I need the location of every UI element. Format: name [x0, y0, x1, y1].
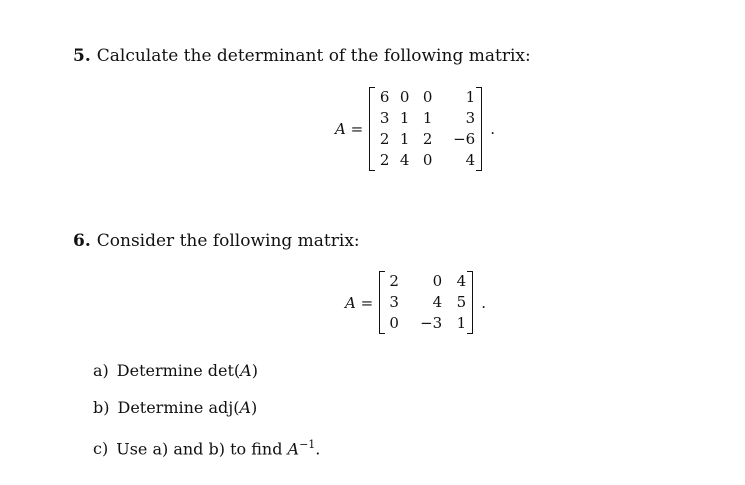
- matrix-row: [386, 292, 466, 313]
- equals-sign: =: [345, 120, 364, 138]
- matrix-entry: 3: [379, 109, 390, 127]
- part-label: c): [93, 439, 109, 459]
- matrix-entry: 2: [389, 272, 399, 290]
- matrix-entry: −3: [420, 314, 443, 332]
- matrix-entry: 3: [389, 293, 399, 311]
- matrix-variable: A: [239, 398, 252, 417]
- matrix-row: [386, 271, 466, 292]
- matrix-entry: 2: [379, 151, 390, 169]
- part-label: b): [93, 398, 110, 417]
- problem-5-text: Calculate the determinant of the following matrix:: [96, 46, 531, 66]
- problem-5-equation: [335, 87, 495, 171]
- matrix-variable: A: [335, 120, 346, 138]
- part-text-suffix: .: [315, 439, 321, 459]
- part-text-suffix: ): [251, 398, 258, 417]
- problem-6-lhs: [345, 294, 373, 312]
- part-c: [93, 426, 320, 463]
- matrix-entry: 1: [465, 88, 476, 106]
- matrix-entry: 4: [465, 151, 476, 169]
- problem-6-matrix: [379, 271, 473, 334]
- matrix-variable: A: [240, 361, 252, 380]
- problem-5-period: .: [490, 120, 495, 138]
- matrix-row: [376, 150, 475, 171]
- part-text-prefix: Determine adj(: [117, 398, 240, 417]
- matrix-entry: 0: [422, 151, 433, 169]
- matrix-entry: 6: [379, 88, 390, 106]
- inverse-exponent: −1: [299, 438, 316, 451]
- matrix-entry: 4: [456, 272, 467, 290]
- problem-6-number: 6.: [73, 231, 91, 251]
- problem-5-matrix: [369, 87, 482, 171]
- matrix-entry: 4: [432, 293, 443, 311]
- matrix-entry: 2: [422, 130, 433, 148]
- part-text-prefix: Use a) and b) to find: [116, 439, 288, 459]
- problem-6-matrix-grid: [386, 271, 466, 334]
- part-text-suffix: ): [251, 361, 258, 380]
- problem-5-matrix-grid: [376, 87, 475, 171]
- matrix-entry: 3: [465, 109, 476, 127]
- matrix-entry: 1: [422, 109, 433, 127]
- matrix-entry: 0: [422, 88, 433, 106]
- matrix-variable: A: [287, 439, 300, 459]
- matrix-entry: −6: [453, 130, 476, 148]
- matrix-entry: 0: [432, 272, 443, 290]
- matrix-entry: 1: [399, 130, 410, 148]
- matrix-entry: 2: [379, 130, 390, 148]
- problem-5-lhs: [335, 120, 363, 138]
- part-a: [93, 352, 320, 389]
- matrix-entry: 1: [399, 109, 410, 127]
- problem-5-heading: [73, 46, 531, 66]
- matrix-entry: 1: [456, 314, 467, 332]
- matrix-entry: 5: [456, 293, 467, 311]
- problem-6-equation: [345, 271, 486, 334]
- problem-6-text: Consider the following matrix:: [96, 231, 360, 251]
- part-b: [93, 389, 320, 426]
- problem-5-number: 5.: [73, 46, 91, 66]
- part-text-prefix: Determine det(: [116, 361, 241, 380]
- matrix-entry: 0: [389, 314, 399, 332]
- matrix-row: [386, 313, 466, 334]
- matrix-entry: 4: [399, 151, 410, 169]
- problem-6-period: .: [481, 293, 486, 312]
- equals-sign: =: [355, 293, 374, 312]
- matrix-row: [376, 87, 475, 108]
- problem-6-heading: [73, 231, 360, 251]
- matrix-variable: A: [345, 293, 356, 312]
- matrix-row: [376, 129, 475, 150]
- matrix-entry: 0: [399, 88, 410, 106]
- problem-6-parts: [93, 352, 320, 463]
- part-label: a): [93, 361, 109, 380]
- matrix-row: [376, 108, 475, 129]
